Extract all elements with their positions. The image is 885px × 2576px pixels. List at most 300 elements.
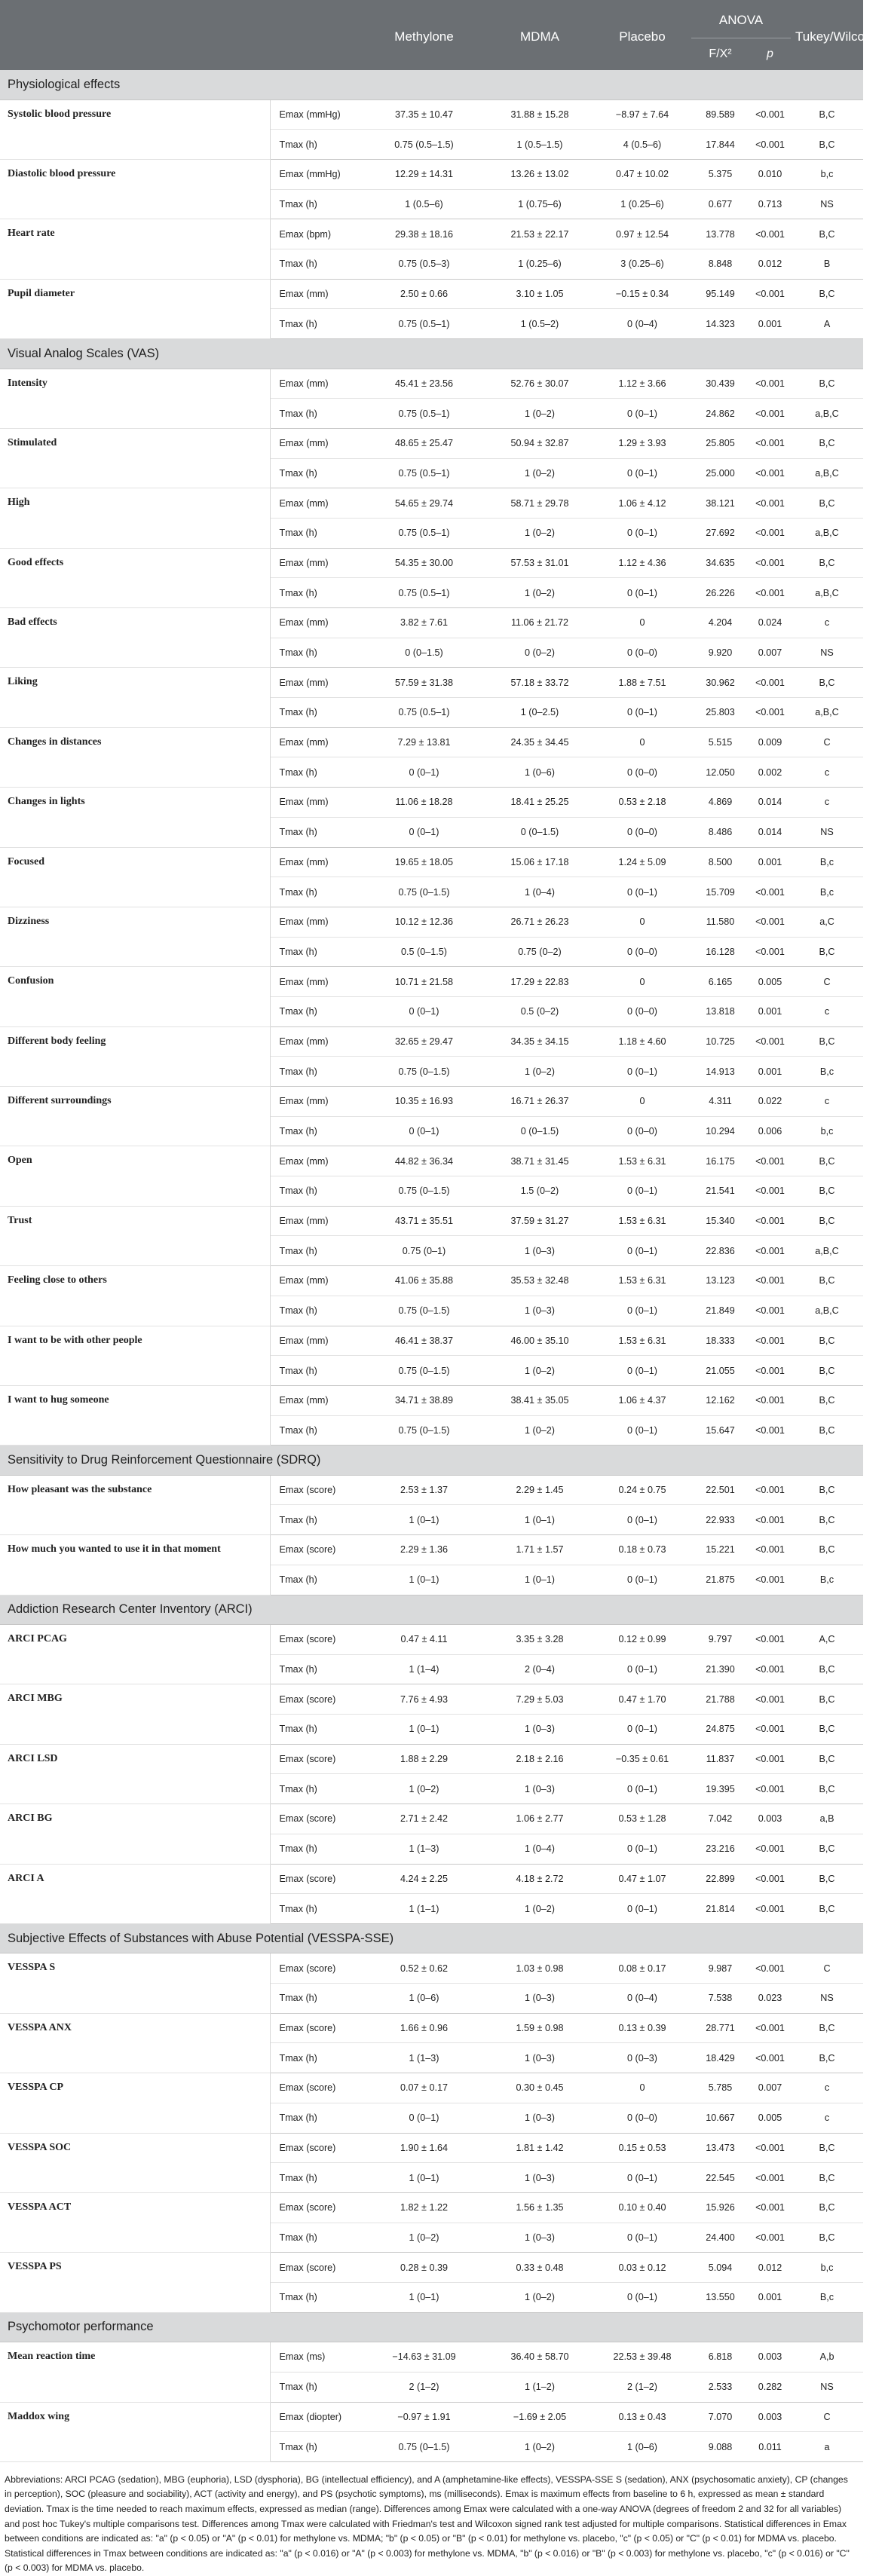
variable-name: Confusion [0,967,270,1026]
mdma-value: 0.30 ± 0.45 [486,2073,593,2103]
f-value: 6.165 [691,967,749,997]
measure-label: Tmax (h) [270,1415,362,1446]
variable-name: High [0,488,270,548]
placebo-value: 0 (0–4) [593,1984,691,2014]
f-value: 27.692 [691,518,749,548]
posthoc-value: B,C [791,937,863,967]
table-row [0,1684,863,1715]
methylone-value: 54.65 ± 29.74 [362,488,486,519]
table-row [0,159,863,189]
p-value: <0.001 [749,698,791,728]
mdma-value: 52.76 ± 30.07 [486,369,593,399]
methylone-value: 1.90 ± 1.64 [362,2133,486,2163]
methylone-value: 1 (0–1) [362,2163,486,2193]
table-row [0,907,863,937]
posthoc-value: NS [791,638,863,668]
mdma-value: 1.5 (0–2) [486,1176,593,1207]
methylone-value: 1 (1–3) [362,2043,486,2073]
f-value: 95.149 [691,279,749,309]
p-value: 0.005 [749,2103,791,2133]
f-value: 14.913 [691,1057,749,1087]
placebo-value: 22.53 ± 39.48 [593,2342,691,2373]
measure-label: Tmax (h) [270,937,362,967]
p-value: <0.001 [749,219,791,249]
f-value: 8.486 [691,817,749,847]
variable-name: ARCI A [0,1864,270,1923]
variable-name: Systolic blood pressure [0,99,270,159]
methylone-value: 57.59 ± 31.38 [362,668,486,698]
f-value: 25.000 [691,458,749,488]
mdma-value: 1 (0–2.5) [486,698,593,728]
posthoc-value: B,C [791,1385,863,1415]
posthoc-value: NS [791,2372,863,2402]
f-value: 8.848 [691,249,749,279]
posthoc-value: B,c [791,877,863,907]
mdma-value: 1 (0–2) [486,518,593,548]
measure-label: Tmax (h) [270,249,362,279]
measure-label: Emax (score) [270,1475,362,1505]
p-value: 0.005 [749,967,791,997]
posthoc-value: C [791,2402,863,2432]
methylone-value: 1 (0–1) [362,1715,486,1745]
f-value: 38.121 [691,488,749,519]
mdma-value: 1.59 ± 0.98 [486,2013,593,2043]
measure-label: Emax (score) [270,2253,362,2283]
p-value: <0.001 [749,99,791,130]
methylone-value: 0.75 (0–1) [362,1236,486,1266]
measure-label: Emax (mm) [270,369,362,399]
f-value: 13.123 [691,1266,749,1296]
f-value: 24.862 [691,399,749,429]
variable-name: ARCI MBG [0,1684,270,1744]
measure-label: Emax (mmHg) [270,99,362,130]
measure-label: Tmax (h) [270,1176,362,1207]
posthoc-value: B,C [791,488,863,519]
measure-label: Tmax (h) [270,1236,362,1266]
posthoc-value: B,C [791,369,863,399]
measure-label: Tmax (h) [270,2432,362,2462]
posthoc-value: B,C [791,1146,863,1176]
placebo-value: 0 [593,967,691,997]
table-row [0,2402,863,2432]
measure-label: Emax (mm) [270,608,362,638]
mdma-value: 1 (0–3) [486,1715,593,1745]
mdma-value: 34.35 ± 34.15 [486,1026,593,1057]
placebo-value: 0 (0–1) [593,2223,691,2253]
table-row [0,727,863,757]
p-value: 0.022 [749,1087,791,1117]
methylone-value: 0 (0–1) [362,996,486,1026]
table-header [0,0,885,70]
posthoc-value: B,C [791,1026,863,1057]
posthoc-value: B,C [791,1864,863,1894]
methylone-value: 2.71 ± 2.42 [362,1804,486,1834]
methylone-value: 3.82 ± 7.61 [362,608,486,638]
f-value: 15.221 [691,1535,749,1565]
header-methylone: Methylone [362,0,486,70]
measure-label: Emax (mm) [270,727,362,757]
posthoc-value: B,C [791,2223,863,2253]
mdma-value: 2.29 ± 1.45 [486,1475,593,1505]
posthoc-value: B,C [791,1266,863,1296]
variable-name: Maddox wing [0,2402,270,2461]
p-value: 0.024 [749,608,791,638]
methylone-value: 2.50 ± 0.66 [362,279,486,309]
p-value: 0.001 [749,847,791,877]
p-value: 0.023 [749,1984,791,2014]
methylone-value: 0.28 ± 0.39 [362,2253,486,2283]
posthoc-value: NS [791,189,863,219]
p-value: 0.010 [749,159,791,189]
f-value: 9.987 [691,1953,749,1984]
mdma-value: 1 (0–2) [486,458,593,488]
methylone-value: 1 (0–1) [362,1565,486,1595]
section-title: Subjective Effects of Substances with Abuse Potential (VESSPA-SSE) [0,1923,863,1953]
mdma-value: 16.71 ± 26.37 [486,1087,593,1117]
measure-label: Emax (mm) [270,1026,362,1057]
measure-label: Emax (mm) [270,1206,362,1236]
methylone-value: 41.06 ± 35.88 [362,1266,486,1296]
posthoc-value: C [791,1953,863,1984]
placebo-value: −8.97 ± 7.64 [593,99,691,130]
methylone-value: 1 (0–6) [362,1984,486,2014]
posthoc-value: B,C [791,2192,863,2223]
posthoc-value: B,C [791,2163,863,2193]
f-value: 9.797 [691,1625,749,1655]
f-value: 14.323 [691,309,749,339]
p-value: <0.001 [749,1026,791,1057]
f-value: 13.473 [691,2133,749,2163]
measure-label: Emax (ms) [270,2342,362,2373]
table-row [0,2253,863,2283]
f-value: 10.294 [691,1116,749,1146]
measure-label: Tmax (h) [270,1505,362,1535]
p-value: <0.001 [749,937,791,967]
posthoc-value: B,C [791,99,863,130]
p-value: <0.001 [749,1535,791,1565]
measure-label: Tmax (h) [270,578,362,608]
posthoc-value: C [791,967,863,997]
table-row [0,1385,863,1415]
measure-label: Emax (score) [270,2013,362,2043]
table-footnote [0,2462,863,2576]
placebo-value: 0 [593,1087,691,1117]
p-value: 0.012 [749,249,791,279]
f-value: 5.375 [691,159,749,189]
mdma-value: 1 (0–3) [486,2223,593,2253]
measure-label: Tmax (h) [270,1715,362,1745]
variable-name: Liking [0,668,270,727]
methylone-value: 1 (0–1) [362,1505,486,1535]
variable-name: Good effects [0,548,270,607]
methylone-value: 1 (1–1) [362,1894,486,1924]
methylone-value: 1 (0–1) [362,2282,486,2312]
table-row [0,1146,863,1176]
f-value: 21.849 [691,1296,749,1326]
p-value: <0.001 [749,1176,791,1207]
mdma-value: 0 (0–1.5) [486,1116,593,1146]
variable-name: Focused [0,847,270,907]
variable-name: How pleasant was the substance [0,1475,270,1534]
methylone-value: 0.75 (0.5–1) [362,399,486,429]
posthoc-value: c [791,1087,863,1117]
f-value: 21.875 [691,1565,749,1595]
p-value: <0.001 [749,1864,791,1894]
p-value: <0.001 [749,2013,791,2043]
posthoc-value: B,C [791,1744,863,1774]
posthoc-value: B,C [791,1535,863,1565]
f-value: 12.050 [691,757,749,788]
p-value: 0.014 [749,788,791,818]
variable-name: Different body feeling [0,1026,270,1086]
variable-name: Different surroundings [0,1087,270,1146]
methylone-value: 1 (1–3) [362,1834,486,1864]
placebo-value: 0.24 ± 0.75 [593,1475,691,1505]
variable-name: ARCI PCAG [0,1625,270,1684]
mdma-value: 1 (0–3) [486,1236,593,1266]
placebo-value: 2 (1–2) [593,2372,691,2402]
placebo-value: 1.12 ± 3.66 [593,369,691,399]
posthoc-value: B,C [791,1356,863,1386]
p-value: <0.001 [749,548,791,578]
p-value: <0.001 [749,399,791,429]
variable-name: VESSPA ANX [0,2013,270,2073]
p-value: 0.009 [749,727,791,757]
mdma-value: 21.53 ± 22.17 [486,219,593,249]
f-value: 21.390 [691,1654,749,1684]
posthoc-value: A [791,309,863,339]
methylone-value: 0.75 (0–1.5) [362,1356,486,1386]
measure-label: Tmax (h) [270,757,362,788]
methylone-value: 48.65 ± 25.47 [362,428,486,458]
f-value: 13.550 [691,2282,749,2312]
variable-name: Trust [0,1206,270,1265]
table-row [0,1026,863,1057]
mdma-value: 1 (0–2) [486,2282,593,2312]
f-value: 4.311 [691,1087,749,1117]
methylone-value: 0.52 ± 0.62 [362,1953,486,1984]
table-row [0,2133,863,2163]
mdma-value: 0 (0–1.5) [486,817,593,847]
methylone-value: 0.5 (0–1.5) [362,937,486,967]
p-value: 0.011 [749,2432,791,2462]
mdma-value: 18.41 ± 25.25 [486,788,593,818]
methylone-value: 0 (0–1) [362,757,486,788]
mdma-value: 35.53 ± 32.48 [486,1266,593,1296]
p-value: <0.001 [749,2163,791,2193]
f-value: 15.709 [691,877,749,907]
mdma-value: −1.69 ± 2.05 [486,2402,593,2432]
methylone-value: 11.06 ± 18.28 [362,788,486,818]
posthoc-value: a [791,2432,863,2462]
methylone-value: 0.07 ± 0.17 [362,2073,486,2103]
f-value: 30.962 [691,668,749,698]
p-value: <0.001 [749,1654,791,1684]
variable-name: Feeling close to others [0,1266,270,1326]
table-row [0,1475,863,1505]
methylone-value: 1 (0.5–6) [362,189,486,219]
measure-label: Emax (score) [270,1864,362,1894]
mdma-value: 13.26 ± 13.02 [486,159,593,189]
posthoc-value: B,C [791,1834,863,1864]
mdma-value: 1 (0.75–6) [486,189,593,219]
placebo-value: 0 (0–1) [593,877,691,907]
placebo-value: 0 (0–0) [593,1116,691,1146]
posthoc-value: a,B,C [791,1296,863,1326]
p-value: <0.001 [749,877,791,907]
measure-label: Emax (score) [270,1625,362,1655]
mdma-value: 57.18 ± 33.72 [486,668,593,698]
measure-label: Emax (mm) [270,668,362,698]
f-value: 4.869 [691,788,749,818]
f-value: 25.805 [691,428,749,458]
mdma-value: 46.00 ± 35.10 [486,1326,593,1356]
mdma-value: 1 (0–3) [486,1774,593,1804]
f-value: 34.635 [691,548,749,578]
mdma-value: 1 (0–2) [486,1356,593,1386]
f-value: 4.204 [691,608,749,638]
f-value: 22.899 [691,1864,749,1894]
section-header [0,70,863,99]
f-value: 21.814 [691,1894,749,1924]
f-value: 2.533 [691,2372,749,2402]
section-header [0,1923,863,1953]
measure-label: Tmax (h) [270,2282,362,2312]
methylone-value: 0.75 (0–1.5) [362,1057,486,1087]
variable-name: VESSPA CP [0,2073,270,2133]
p-value: <0.001 [749,1565,791,1595]
p-value: 0.001 [749,309,791,339]
measure-label: Tmax (h) [270,309,362,339]
mdma-value: 37.59 ± 31.27 [486,1206,593,1236]
variable-name: VESSPA ACT [0,2192,270,2252]
placebo-value: 0.53 ± 1.28 [593,1804,691,1834]
p-value: 0.007 [749,638,791,668]
variable-name: Open [0,1146,270,1206]
variable-name: How much you wanted to use it in that moment [0,1535,270,1595]
placebo-value: 0 (0–0) [593,757,691,788]
placebo-value: 1 (0.25–6) [593,189,691,219]
measure-label: Emax (mm) [270,847,362,877]
measure-label: Tmax (h) [270,996,362,1026]
posthoc-value: NS [791,1984,863,2014]
measure-label: Emax (mm) [270,428,362,458]
f-value: 8.500 [691,847,749,877]
placebo-value: 0 (0–0) [593,638,691,668]
f-value: 28.771 [691,2013,749,2043]
f-value: 21.541 [691,1176,749,1207]
placebo-value: −0.35 ± 0.61 [593,1744,691,1774]
f-value: 18.429 [691,2043,749,2073]
variable-name: ARCI LSD [0,1744,270,1804]
measure-label: Tmax (h) [270,817,362,847]
p-value: 0.006 [749,1116,791,1146]
posthoc-value: a,B [791,1804,863,1834]
header-f-x2: F/X² [691,38,749,71]
placebo-value: 0 (0–0) [593,996,691,1026]
p-value: 0.003 [749,2342,791,2373]
measure-label: Emax (mm) [270,279,362,309]
methylone-value: 0.75 (0.5–3) [362,249,486,279]
p-value: <0.001 [749,1625,791,1655]
f-value: 22.501 [691,1475,749,1505]
f-value: 13.818 [691,996,749,1026]
methylone-value: 0.75 (0.5–1) [362,518,486,548]
measure-label: Emax (score) [270,1535,362,1565]
table-row [0,1266,863,1296]
table-row [0,1087,863,1117]
mdma-value: 1 (0–6) [486,757,593,788]
measure-label: Emax (mm) [270,1326,362,1356]
placebo-value: 1.06 ± 4.12 [593,488,691,519]
measure-label: Tmax (h) [270,1654,362,1684]
p-value: <0.001 [749,1385,791,1415]
methylone-value: 54.35 ± 30.00 [362,548,486,578]
placebo-value: 0.53 ± 2.18 [593,788,691,818]
placebo-value: 0 (0–1) [593,1715,691,1745]
methylone-value: 43.71 ± 35.51 [362,1206,486,1236]
posthoc-value: a,B,C [791,1236,863,1266]
mdma-value: 2 (0–4) [486,1654,593,1684]
section-title: Physiological effects [0,70,863,99]
mdma-value: 7.29 ± 5.03 [486,1684,593,1715]
table-row [0,2013,863,2043]
mdma-value: 1.71 ± 1.57 [486,1535,593,1565]
p-value: 0.007 [749,2073,791,2103]
measure-label: Emax (score) [270,1804,362,1834]
p-value: <0.001 [749,1326,791,1356]
table-row [0,279,863,309]
mdma-value: 38.41 ± 35.05 [486,1385,593,1415]
mdma-value: 0.5 (0–2) [486,996,593,1026]
p-value: <0.001 [749,1206,791,1236]
table-row [0,1535,863,1565]
mdma-value: 1 (0–2) [486,1894,593,1924]
table-row [0,2342,863,2373]
placebo-value: 0 [593,2073,691,2103]
f-value: 15.647 [691,1415,749,1446]
f-value: 19.395 [691,1774,749,1804]
placebo-value: 0.13 ± 0.43 [593,2402,691,2432]
mdma-value: 1 (0–3) [486,1296,593,1326]
posthoc-value: B,C [791,279,863,309]
variable-name: Mean reaction time [0,2342,270,2402]
p-value: <0.001 [749,1475,791,1505]
f-value: 26.226 [691,578,749,608]
f-value: 23.216 [691,1834,749,1864]
f-value: 24.400 [691,2223,749,2253]
methylone-value: 1 (0–2) [362,2223,486,2253]
p-value: <0.001 [749,1415,791,1446]
mdma-value: 31.88 ± 15.28 [486,99,593,130]
methylone-value: 37.35 ± 10.47 [362,99,486,130]
posthoc-value: B,C [791,2133,863,2163]
placebo-value: 0 (0–3) [593,2043,691,2073]
mdma-value: 1.03 ± 0.98 [486,1953,593,1984]
f-value: 5.094 [691,2253,749,2283]
p-value: <0.001 [749,1266,791,1296]
measure-label: Tmax (h) [270,1565,362,1595]
placebo-value: 1.18 ± 4.60 [593,1026,691,1057]
mdma-value: 2.18 ± 2.16 [486,1744,593,1774]
placebo-value: 0 (0–4) [593,309,691,339]
placebo-value: 0 (0–1) [593,2282,691,2312]
methylone-value: 0 (0–1.5) [362,638,486,668]
measure-label: Emax (score) [270,1744,362,1774]
placebo-value: 1.29 ± 3.93 [593,428,691,458]
methylone-value: 10.12 ± 12.36 [362,907,486,937]
methylone-value: 2.53 ± 1.37 [362,1475,486,1505]
